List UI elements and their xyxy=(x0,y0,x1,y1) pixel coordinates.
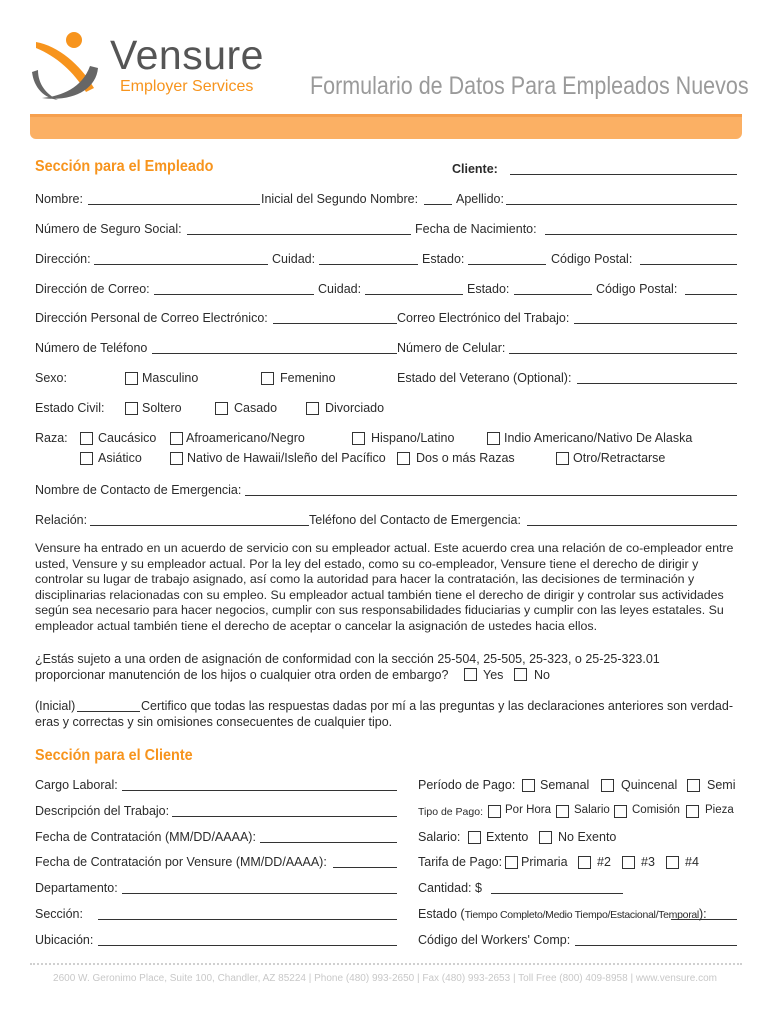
fecha-vensure-field[interactable] xyxy=(333,867,397,868)
nombre-field[interactable] xyxy=(88,204,260,205)
caucasico-checkbox[interactable] xyxy=(80,432,93,445)
garnishment-question-line2: proporcionar manutención de los hijos o cualquier otra orden de embargo? xyxy=(35,668,449,682)
estado2-field[interactable] xyxy=(514,294,592,295)
phone-label: Número de Teléfono xyxy=(35,341,148,355)
comision-checkbox[interactable] xyxy=(614,805,627,818)
salario-opt-checkbox[interactable] xyxy=(556,805,569,818)
agreement-paragraph: Vensure ha entrado en un acuerdo de servicio con su empleador actual. Este acuerdo crea una relación de co-empleador entre usted, Vensure y su empleador actual. Por la ley del estado, como su co-empleador, Vensure tiene el derecho de dirigir y controlar su lugar de trabajo asignado, así como la autoridad para hacer la contratación, las decisiones de terminación y disciplinarias relacionadas con su empleo. Su empleador actual también tiene el derecho de dirigir y controlar sus actividades según sea necesario para hacer negocios, cumplir con sus responsabilidades fiduciarias y cumplir con las leyes estatales. Su empleador actual también tiene el derecho de aceptar o cancelar la asignación de ustedes hacia ellos. xyxy=(35,541,734,633)
employee-section-title: Sección para el Empleado xyxy=(35,158,214,175)
apellido-field[interactable] xyxy=(506,204,737,205)
ssn-field[interactable] xyxy=(187,234,411,235)
veteran-field[interactable] xyxy=(577,383,737,384)
seccion-field[interactable] xyxy=(98,919,397,920)
veteran-label: Estado del Veterano (Optional): xyxy=(397,371,572,385)
direccion-label: Dirección: xyxy=(35,252,91,266)
casado-checkbox[interactable] xyxy=(215,402,228,415)
relacion-field[interactable] xyxy=(90,525,309,526)
primaria-label: Primaria xyxy=(521,855,568,869)
semanal-checkbox[interactable] xyxy=(522,779,535,792)
femenino-checkbox[interactable] xyxy=(261,372,274,385)
quincenal-label: Quincenal xyxy=(621,778,678,792)
brand-logo xyxy=(28,28,110,108)
certify-line2: eras y correctas y sin omisiones consecuentes de cualquier tipo. xyxy=(35,715,393,729)
tarifa-4-checkbox[interactable] xyxy=(666,856,679,869)
client-section-title: Sección para el Cliente xyxy=(35,747,193,764)
tarifa-2-checkbox[interactable] xyxy=(578,856,591,869)
por-hora-checkbox[interactable] xyxy=(488,805,501,818)
raza-label: Raza: xyxy=(35,431,68,445)
indio-checkbox[interactable] xyxy=(487,432,500,445)
seccion-label: Sección: xyxy=(35,907,83,921)
no-exento-checkbox[interactable] xyxy=(539,831,552,844)
no-exento-label: No Exento xyxy=(558,830,617,844)
direccion-field[interactable] xyxy=(94,264,268,265)
no-label: No xyxy=(534,668,550,682)
garnishment-question-line1: ¿Estás sujeto a una orden de asignación de conformidad con la sección 25-504, 25-505, 25-323, o 25-25-323.01 xyxy=(35,652,660,666)
zip2-label: Código Postal: xyxy=(596,282,678,296)
estado-label: Estado: xyxy=(422,252,465,266)
inicial-field[interactable] xyxy=(424,204,452,205)
personal-email-label: Dirección Personal de Correo Electrónico: xyxy=(35,311,268,325)
quincenal-checkbox[interactable] xyxy=(601,779,614,792)
footer-divider xyxy=(30,963,742,965)
extento-checkbox[interactable] xyxy=(468,831,481,844)
work-email-label: Correo Electrónico del Trabajo: xyxy=(397,311,570,325)
cuidad2-label: Cuidad: xyxy=(318,282,362,296)
birth-label: Fecha de Nacimiento: xyxy=(415,222,537,236)
personal-email-field[interactable] xyxy=(273,323,397,324)
cantidad-label: Cantidad: $ xyxy=(418,881,482,895)
no-checkbox[interactable] xyxy=(514,668,527,681)
mail-address-field[interactable] xyxy=(154,294,314,295)
ubicacion-field[interactable] xyxy=(98,945,397,946)
estado-empleo-options: Tiempo Completo/Medio Tiempo/Estacional/Temporal xyxy=(464,909,699,921)
cuidad2-field[interactable] xyxy=(365,294,463,295)
tarifa-2-label: #2 xyxy=(597,855,611,869)
periodo-label: Período de Pago: xyxy=(418,778,516,792)
brand-subtitle: Employer Services xyxy=(120,78,254,95)
hispano-checkbox[interactable] xyxy=(352,432,365,445)
semi-label: Semi xyxy=(707,778,736,792)
cell-label: Número de Celular: xyxy=(397,341,506,355)
header-bar xyxy=(30,117,742,139)
soltero-checkbox[interactable] xyxy=(125,402,138,415)
primaria-checkbox[interactable] xyxy=(505,856,518,869)
departamento-field[interactable] xyxy=(122,893,397,894)
afro-label: Afroamericano/Negro xyxy=(186,431,305,445)
hispano-label: Hispano/Latino xyxy=(371,431,455,445)
yes-label: Yes xyxy=(483,668,504,682)
civil-label: Estado Civil: xyxy=(35,401,105,415)
inicial-cert-label: (Inicial) xyxy=(35,699,76,713)
masculino-checkbox[interactable] xyxy=(125,372,138,385)
emergency-phone-field[interactable] xyxy=(527,525,737,526)
extento-label: Extento xyxy=(486,830,529,844)
tarifa-3-label: #3 xyxy=(641,855,655,869)
apellido-label: Apellido: xyxy=(456,192,504,206)
casado-label: Casado xyxy=(234,401,278,415)
afro-checkbox[interactable] xyxy=(170,432,183,445)
inicial-cert-field[interactable] xyxy=(77,711,140,712)
fecha-contratacion-field[interactable] xyxy=(260,842,397,843)
ubicacion-label: Ubicación: xyxy=(35,933,94,947)
workers-comp-label: Código del Workers' Comp: xyxy=(418,933,571,947)
footer-address: 2600 W. Geronimo Place, Suite 100, Chandler, AZ 85224 | Phone (480) 993-2650 | Fax (480) 993-2653 | Toll Free (800) 409-8958 | www.vensure.com xyxy=(53,973,717,984)
emergency-phone-label: Teléfono del Contacto de Emergencia: xyxy=(309,513,521,527)
hawaii-label: Nativo de Hawaii/Isleño del Pacífico xyxy=(187,451,386,465)
salario-label: Salario: xyxy=(418,830,461,844)
sexo-label: Sexo: xyxy=(35,371,67,385)
tarifa-4-label: #4 xyxy=(685,855,699,869)
vensure-logo-icon xyxy=(28,28,110,108)
comision-label: Comisión xyxy=(632,804,680,816)
estado2-label: Estado: xyxy=(467,282,510,296)
estado-empleo-label-text: Estado ( xyxy=(418,907,465,921)
descripcion-label: Descripción del Trabajo: xyxy=(35,804,170,818)
zip2-field[interactable] xyxy=(685,294,737,295)
estado-empleo-close: ): xyxy=(698,907,707,921)
ssn-label: Número de Seguro Social: xyxy=(35,222,182,236)
work-email-field[interactable] xyxy=(574,323,737,324)
masculino-label: Masculino xyxy=(142,371,199,385)
cliente-label: Cliente: xyxy=(452,162,498,176)
form-title: Formulario de Datos Para Empleados Nuevos xyxy=(310,72,749,100)
emergency-name-field[interactable] xyxy=(245,495,737,496)
asiatico-label: Asiático xyxy=(98,451,142,465)
pieza-label: Pieza xyxy=(705,804,734,816)
inicial-label: Inicial del Segundo Nombre: xyxy=(261,192,419,206)
fecha-vensure-label: Fecha de Contratación por Vensure (MM/DD/AAAA): xyxy=(35,855,327,869)
zip-label: Código Postal: xyxy=(551,252,633,266)
emergency-name-label: Nombre de Contacto de Emergencia: xyxy=(35,483,242,497)
femenino-label: Femenino xyxy=(280,371,336,385)
phone-field[interactable] xyxy=(152,353,397,354)
soltero-label: Soltero xyxy=(142,401,182,415)
caucasico-label: Caucásico xyxy=(98,431,157,445)
estado-empleo-label xyxy=(418,907,707,921)
pieza-checkbox[interactable] xyxy=(686,805,699,818)
workers-comp-field[interactable] xyxy=(575,945,737,946)
divorciado-checkbox[interactable] xyxy=(306,402,319,415)
cliente-field[interactable] xyxy=(510,174,737,175)
zip-field[interactable] xyxy=(640,264,737,265)
tipo-label: Tipo de Pago: xyxy=(418,806,483,818)
semanal-label: Semanal xyxy=(540,778,590,792)
birth-field[interactable] xyxy=(545,234,737,235)
cantidad-field[interactable] xyxy=(491,893,623,894)
cargo-field[interactable] xyxy=(122,790,397,791)
divorciado-label: Divorciado xyxy=(325,401,385,415)
descripcion-field[interactable] xyxy=(172,816,397,817)
yes-checkbox[interactable] xyxy=(464,668,477,681)
cuidad-field[interactable] xyxy=(319,264,418,265)
cargo-label: Cargo Laboral: xyxy=(35,778,118,792)
asiatico-checkbox[interactable] xyxy=(80,452,93,465)
indio-label: Indio Americano/Nativo De Alaska xyxy=(504,431,693,445)
nombre-label: Nombre: xyxy=(35,192,83,206)
otro-label: Otro/Retractarse xyxy=(573,451,666,465)
estado-field[interactable] xyxy=(468,264,546,265)
departamento-label: Departamento: xyxy=(35,881,118,895)
dos-razas-checkbox[interactable] xyxy=(397,452,410,465)
por-hora-label: Por Hora xyxy=(505,804,552,816)
otro-checkbox[interactable] xyxy=(556,452,569,465)
hawaii-checkbox[interactable] xyxy=(170,452,183,465)
relacion-label: Relación: xyxy=(35,513,88,527)
brand-name: Vensure xyxy=(110,32,264,78)
estado-empleo-field[interactable] xyxy=(671,919,737,920)
semi-checkbox[interactable] xyxy=(687,779,700,792)
tarifa-3-checkbox[interactable] xyxy=(622,856,635,869)
cuidad-label: Cuidad: xyxy=(272,252,316,266)
mail-address-label: Dirección de Correo: xyxy=(35,282,150,296)
certify-line1: Certifico que todas las respuestas dadas por mí a las preguntas y las declaraciones anteriores son verdad- xyxy=(141,699,733,713)
tarifa-label: Tarifa de Pago: xyxy=(418,855,503,869)
dos-razas-label: Dos o más Razas xyxy=(416,451,515,465)
salario-opt-label: Salario xyxy=(574,804,610,816)
fecha-contratacion-label: Fecha de Contratación (MM/DD/AAAA): xyxy=(35,830,256,844)
cell-field[interactable] xyxy=(509,353,737,354)
